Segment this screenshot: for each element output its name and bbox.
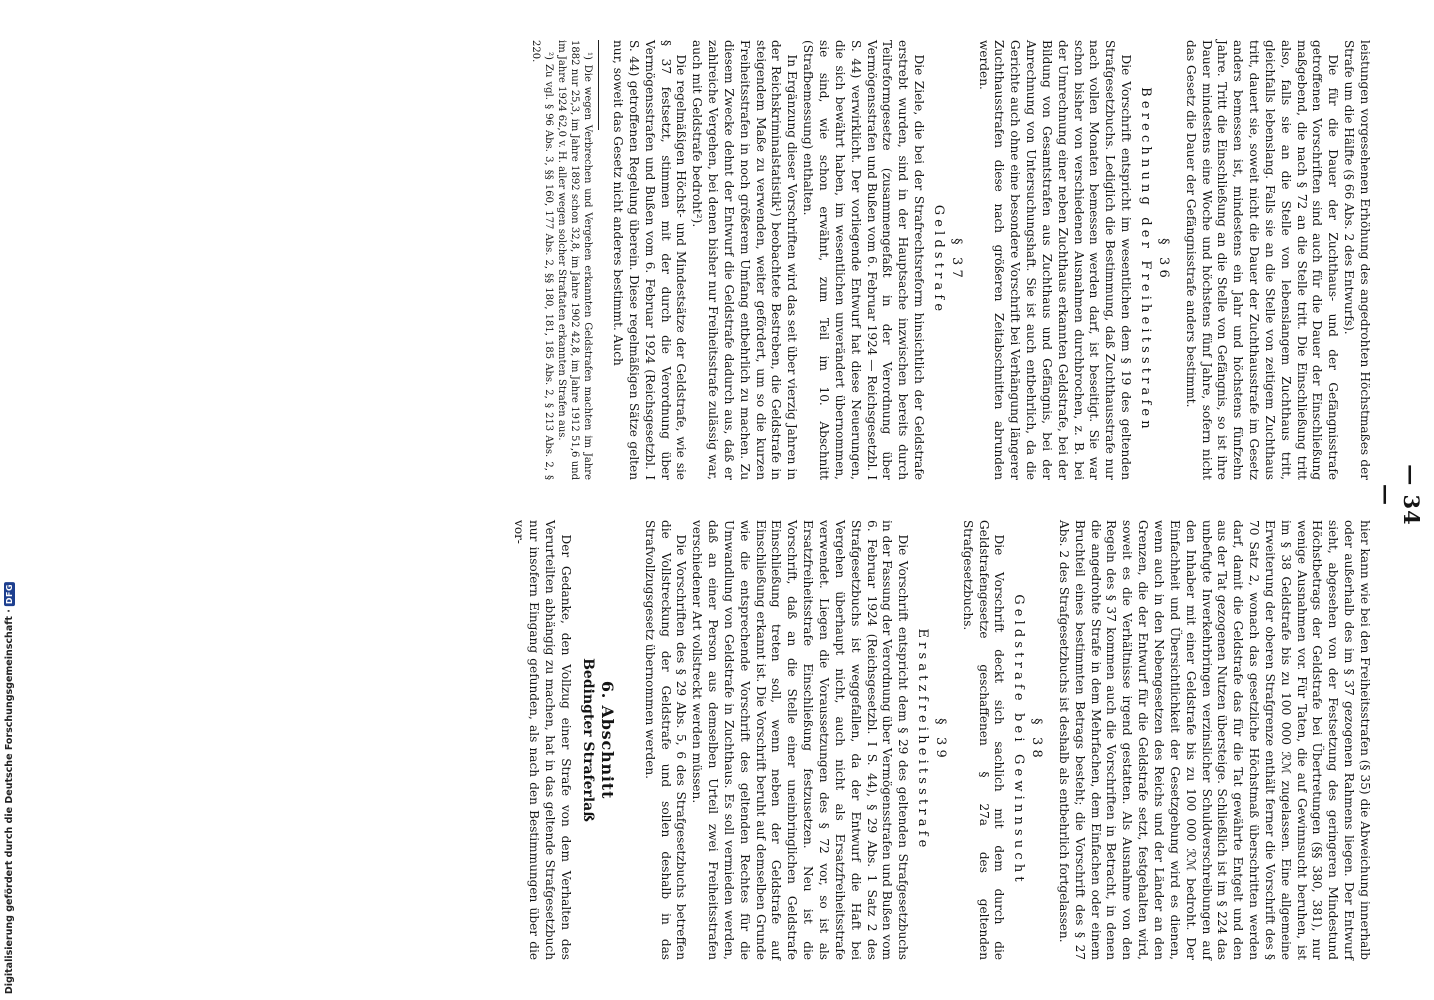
left-column: [529, 40, 1372, 480]
paragraph: Die Vorschrift deckt sich sachlich mit dem durch die Geldstrafengesetze geschaffenen § 27a des geltenden Strafgesetzbuchs.: [960, 520, 1007, 960]
section-title: Ersatzfreiheitsstrafe: [915, 628, 931, 852]
paragraph: Die Vorschrift entspricht im wesentlichen dem § 19 des geltenden Strafgesetzbuchs. Lediglich die Bestimmung, daß Zuchthausstrafe nur nach vollen Monaten bemessen werden darf, ist beseitigt. Sie war schon bisher von verschiedenen Ausnahmen durchbrochen, z. B. bei der Umrechnung einer neben Zuchthaus erkannten Geldstrafe, bei der Bildung von Gesamtstrafen aus Zuchthaus und Gefängnis, bei der Anrechnung von Untersuchungshaft. Sie ist auch entbehrlich, da die Gerichte auch ohne eine besondere Vorschrift bei Verhängung längerer Zuchthausstrafen diese nach größeren Zeitabschnitten abrunden werden.: [976, 40, 1134, 480]
paragraph: Die Vorschrift entspricht dem § 29 des geltenden Strafgesetzbuchs in der Fassung der Verordnung über Vermögensstrafen und Bußen vom 6. Februar 1924 (Reichsgesetzbl. I S. 44), § 29 Abs. 1 Satz 2 des Strafgesetzbuchs ist weggefallen, da der Entwurf die Haft bei Vergehen überhaupt nicht, auch nicht als Ersatzfreiheitsstrafe verwendet. Liegen die Voraussetzungen des § 72 vor, so ist als Ersatzfreiheitsstrafe Einschließung festzusetzen. Neu ist die Vorschrift, daß an die Stelle einer uneinbringlichen Geldstrafe Einschließung treten soll, wenn neben der Geldstrafe auf Einschließung erkannt ist. Die Vorschrift beruht auf demselben Grunde wie die entsprechende Vorschrift des geltenden Rechtes für die Umwandlung von Geldstrafe in Zuchthaus. Es soll vermieden werden, daß an einer Person aus demselben Urteil zwei Freiheitsstrafen verschiedener Art vollstreckt werden müssen.: [690, 520, 911, 960]
page-number: — 34 —: [1374, 464, 1424, 526]
section-title: Geldstrafe: [930, 204, 946, 316]
chapter-number: 6. Abschnitt: [597, 680, 617, 800]
paragraph: leistungen vorgesehenen Erhöhung des angedrohten Höchstmaßes der Strafe um die Hälfte (§ 66 Abs. 2 des Entwurfs).: [1342, 40, 1372, 480]
paragraph: Der Gedanke, den Vollzug einer Strafe von dem Verhalten des Verurteilten abhängig zu machen, hat in das geltende Strafgesetzbuch nur insofern Eingang gefunden, als nach den Bestimmungen über die vor-: [511, 520, 574, 960]
right-column: [510, 520, 1372, 960]
footnote: ²) Zu vgl. § 96 Abs. 3, §§ 160, 177 Abs. 2, §§ 180, 181, 185 Abs. 2, § 213 Abs. 2, § 220.: [530, 40, 555, 480]
section-number: § 36: [1155, 238, 1171, 282]
paragraph: Die regelmäßigen Höchst- und Mindestsätze der Geldstrafe, wie sie § 37 festsetzt, stimmen mit der durch die Verordnung über Vermögensstrafen und Bußen vom 6. Februar 1924 (Reichsgesetzbl. I S. 44) getroffenen Regelung überein. Diese regelmäßigen Sätze gelten nur, soweit das Gesetz nicht anderes bestimmt. Auch: [611, 40, 689, 480]
paragraph: In Ergänzung dieser Vorschriften wird das seit über vierzig Jahren in der Reichskriminalstatistik¹) beobachtete Bestreben, die Geldstrafe in steigendem Maße zu verwenden, weiter gefördert, um so die kurzen Freiheitsstrafen in noch größerem Umfang entbehrlich zu machen. Zu diesem Zwecke dehnt der Entwurf die Geldstrafe dadurch aus, daß er zahlreiche Vergehen, bei denen bisher nur Freiheitsstrafe zulässig war, auch mit Geldstrafe bedroht²).: [690, 40, 800, 480]
credit-text: Digitalisierung gefördert durch die Deutsche Forschungsgemeinschaft ·: [4, 609, 15, 994]
footnote-divider: [598, 40, 599, 130]
paragraph: Die Ziele, die bei der Strafrechtsreform hinsichtlich der Geldstrafe erstrebt wurden, sind in der Hauptsache inzwischen bereits durch Teilreformgesetze (zusammengefaßt in der Verordnung über Vermögensstrafen und Bußen vom 6. Februar 1924 — Reichsgesetzbl. I S. 44) verwirklicht. Der vorliegende Entwurf hat diese Neuerungen, die sich bewährt haben, im wesentlichen unverändert übernommen, sie sind, wie schon erwähnt, zum Teil im 10. Abschnitt (Strafbemessung) enthalten.: [801, 40, 927, 480]
chapter-title: Bedingter Straferlaß: [580, 658, 597, 822]
dfg-logo-icon: DFG: [5, 583, 14, 605]
section-number: § 38: [1029, 718, 1045, 762]
paragraph: Die für die Dauer der Zuchthaus- und der Gefängnisstrafe getroffenen Vorschriften sind auch für die Dauer der Einschließung maßgebend, die nach § 72 an die Stelle tritt. Die Einschließung tritt also, falls sie an die Stelle von lebenslangem Zuchthaus tritt, gleichfalls lebenslang. Falls sie an die Stelle von zeitigem Zuchthaus tritt, dauert sie, soweit nicht die Dauer der Zuchthausstrafe im Gesetz anders bemessen ist, mindestens ein Jahr und höchstens fünfzehn Jahre. Tritt die Einschließung an die Stelle von Gefängnis, so ist ihre Dauer mindestens eine Woche und höchstens fünf Jahre, sofern nicht das Gesetz die Dauer der Gefängnisstrafe anders bestimmt.: [1183, 40, 1341, 480]
footnote: ¹) Die wegen Verbrechen und Vergehen erkannten Geldstrafen machten im Jahre 1882 nur 25,3, im Jahre 1892 schon 32,8, im Jahre 1902 42,8, im Jahre 1912 51,6 und im Jahre 1924 62,0 v. H. aller wegen solcher Straftaten erkannten Strafen aus.: [556, 40, 594, 480]
funding-credit: [4, 582, 15, 994]
section-number: § 37: [948, 238, 964, 282]
section-number: § 39: [932, 718, 948, 762]
paragraph: hier kann wie bei den Freiheitsstrafen (§ 35) die Abweichung innerhalb oder außerhalb des im § 37 gezogenen Rahmens liegen. Der Entwurf sieht, abgesehen von der Festsetzung des geringeren Mindestund Höchstbetrags der Geldstrafe bei Übertretungen (§§ 380, 381), nur wenige Ausnahmen vor. Für Taten, die auf Gewinnsucht beruhen, ist im § 38 Geldstrafe bis zu 100 000 ℛℳ zugelassen. Eine allgemeine Erweiterung der oberen Strafgrenze enthält ferner die Vorschrift des § 70 Satz 2, wonach das gesetzliche Höchstmaß überschritten werden darf, damit die Geldstrafe das für die Tat gewährte Entgelt und den aus der Tat gezogenen Nutzen übersteige. Schließlich ist im § 224 das unbefugte Inverkehrbringen verzinslicher Schuldverschreibungen auf den Inhaber mit einer Geldstrafe bis zu 100 000 ℛℳ bedroht. Der Einfachheit und Übersichtlichkeit der Gesetzgebung wird es dienen, wenn auch in den Nebengesetzen des Reichs und der Länder an den Grenzen, die der Entwurf für die Geldstrafe setzt, festgehalten wird, soweit es die Verhältnisse irgend gestatten. Als Ausnahme von den Regeln des § 37 kommen auch die Vorschriften in Betracht, in denen die angedrohte Strafe in dem Mehrfachen, dem Einfachen oder einem Bruchteil eines bestimmten Betrags besteht; die Vorschrift des § 27 Abs. 2 des Strafgesetzbuchs ist deshalb als entbehrlich fortgelassen.: [1056, 520, 1372, 960]
section-title: Berechnung der Freiheitsstrafen: [1138, 87, 1154, 433]
paragraph: Die Vorschriften des § 29 Abs. 5, 6 des Strafgesetzbuchs betreffen die Vollstreckung der Geldstrafe und sollen deshalb in das Strafvollzugsgesetz übernommen werden.: [642, 520, 689, 960]
section-title: Geldstrafe bei Gewinnsucht: [1011, 594, 1027, 886]
